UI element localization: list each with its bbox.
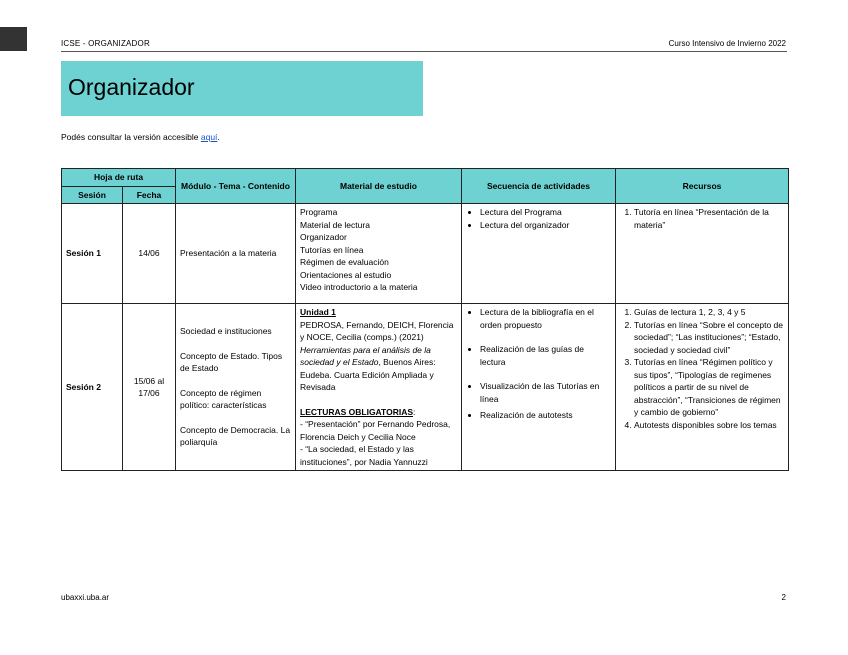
table-row xyxy=(62,304,789,471)
row1-fecha: 14/06 xyxy=(123,204,176,304)
list-item: Programa xyxy=(300,207,338,217)
footer-site: ubaxxi.uba.ar xyxy=(61,593,110,602)
header-hoja-de-ruta: Hoja de ruta xyxy=(62,169,176,187)
row1-actividades xyxy=(462,204,616,304)
list-item: 1. Tutoría en línea “Presentación de la materia” xyxy=(634,206,784,231)
page-number: 2 xyxy=(781,593,786,602)
page-title: Organizador xyxy=(68,74,195,100)
row1-modulo: Presentación a la materia xyxy=(176,204,296,304)
list-item: Concepto de Democracia. La poliarquía xyxy=(180,424,291,448)
title-banner xyxy=(61,61,423,116)
table-row xyxy=(62,204,789,304)
header-recursos: Recursos xyxy=(616,169,789,204)
lecturas-heading: LECTURAS OBLIGATORIAS: xyxy=(300,406,416,417)
list-item: Concepto de régimen político: características xyxy=(180,387,267,411)
list-item: 3. Tutorías en línea “Régimen político y sus tipos”, “Tipologías de regímenes políticos a partir de su nivel de abstracción”, “Transiciones de régimen y cambio de gobierno” xyxy=(634,356,784,419)
list-item: Orientaciones al estudio xyxy=(300,269,392,280)
header-fecha: Fecha xyxy=(123,186,176,204)
row1-material xyxy=(296,204,462,304)
accessible-version-link[interactable]: aquí xyxy=(200,132,218,142)
row1-sesion: Sesión 1 xyxy=(62,204,123,304)
header-left: ICSE - ORGANIZADOR xyxy=(61,39,150,48)
row2-sesion: Sesión 2 xyxy=(62,304,123,471)
header-divider xyxy=(61,51,787,52)
row2-fecha: 15/06 al 17/06 xyxy=(123,304,176,471)
list-item: 1. Guías de lectura 1, 2, 3, 4 y 5 xyxy=(634,306,784,319)
list-item: Tutorías en línea xyxy=(300,244,364,255)
list-item: • Realización de las guías de lectura xyxy=(480,343,611,368)
list-item: Concepto de Estado. Tipos de Estado xyxy=(180,350,283,374)
row2-material xyxy=(296,304,462,471)
page-corner-marker xyxy=(0,27,27,51)
list-item: Material de lectura xyxy=(300,219,370,230)
header-secuencia: Secuencia de actividades xyxy=(462,169,616,204)
list-item: Video introductorio a la materia xyxy=(300,282,418,292)
intro-label: Podés consultar la versión accesible xyxy=(61,132,201,142)
list-item: Organizador xyxy=(300,232,347,242)
schedule-table xyxy=(61,168,789,471)
list-item: - “La sociedad, el Estado y las instituciones”, por Nadia Yannuzzi xyxy=(300,444,428,467)
book-title: Herramientas para el análisis de la sociedad y el Estado xyxy=(300,344,431,367)
row1-recursos xyxy=(616,204,789,304)
list-item: • Realización de autotests xyxy=(480,409,611,422)
header-sesion: Sesión xyxy=(62,186,123,204)
header-modulo: Módulo - Tema - Contenido xyxy=(176,169,296,204)
list-item: - “Presentación” por Fernando Pedrosa, Florencia Deich y Cecilia Noce xyxy=(300,419,451,442)
row2-recursos xyxy=(616,304,789,471)
list-item: 4. Autotests disponibles sobre los temas xyxy=(634,419,784,432)
bibliography-reference: PEDROSA, Fernando, DEICH, Florencia y NOCE, Cecilia (comps.) (2021) Herramientas para el análisis de la sociedad y el Estado, Buenos Aires: Eudeba. Cuarta Edición Ampliada y Revisada xyxy=(300,319,454,392)
header-material: Material de estudio xyxy=(296,169,462,204)
list-item: • Lectura del Programa xyxy=(480,206,611,219)
row2-actividades xyxy=(462,304,616,471)
list-item: Sociedad e instituciones xyxy=(180,326,272,337)
list-item: • Lectura de la bibliografía en el orden propuesto xyxy=(480,306,611,331)
list-item: • Visualización de las Tutorías en línea xyxy=(480,380,611,405)
intro-text: Podés consultar la versión accesible aquí. xyxy=(61,132,220,142)
list-item: Régimen de evaluación xyxy=(300,257,389,267)
list-item: 2. Tutorías en línea “Sobre el concepto de sociedad”; “Las instituciones”; “Estado, sociedad y sociedad civil” xyxy=(634,319,784,357)
list-item: • Lectura del organizador xyxy=(480,219,611,232)
row2-modulo xyxy=(176,304,296,471)
unidad-title: Unidad 1 xyxy=(300,307,336,317)
header-right: Curso Intensivo de Invierno 2022 xyxy=(668,39,786,48)
